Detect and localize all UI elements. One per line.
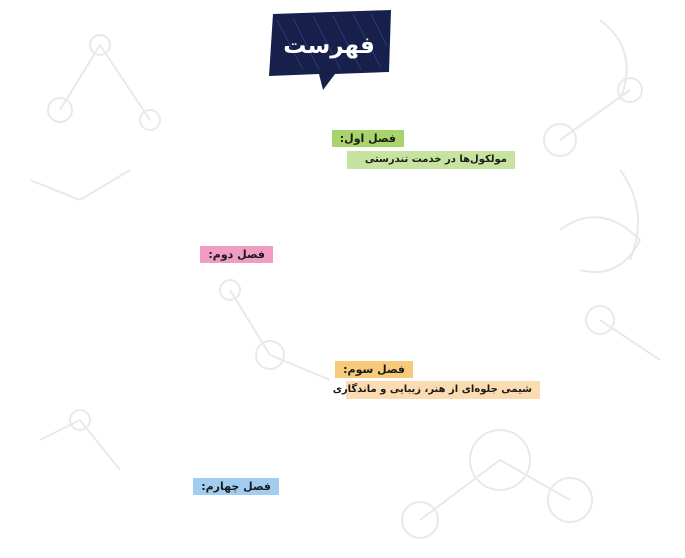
chapter-4-label: فصل چهارم: — [193, 478, 279, 495]
chapter-3-label: فصل سوم: — [335, 361, 413, 378]
chapter-3-title: شیمی جلوه‌ای از هنر، زیبایی و ماندگاری — [346, 381, 540, 399]
chapter-1-label: فصل اول: — [332, 130, 404, 147]
page-title: فهرست — [283, 33, 375, 59]
chapter-2-label: فصل دوم: — [200, 246, 273, 263]
chapter-1-title: مولکول‌ها در خدمت تندرستی — [347, 151, 515, 169]
page-title-badge — [263, 10, 395, 92]
